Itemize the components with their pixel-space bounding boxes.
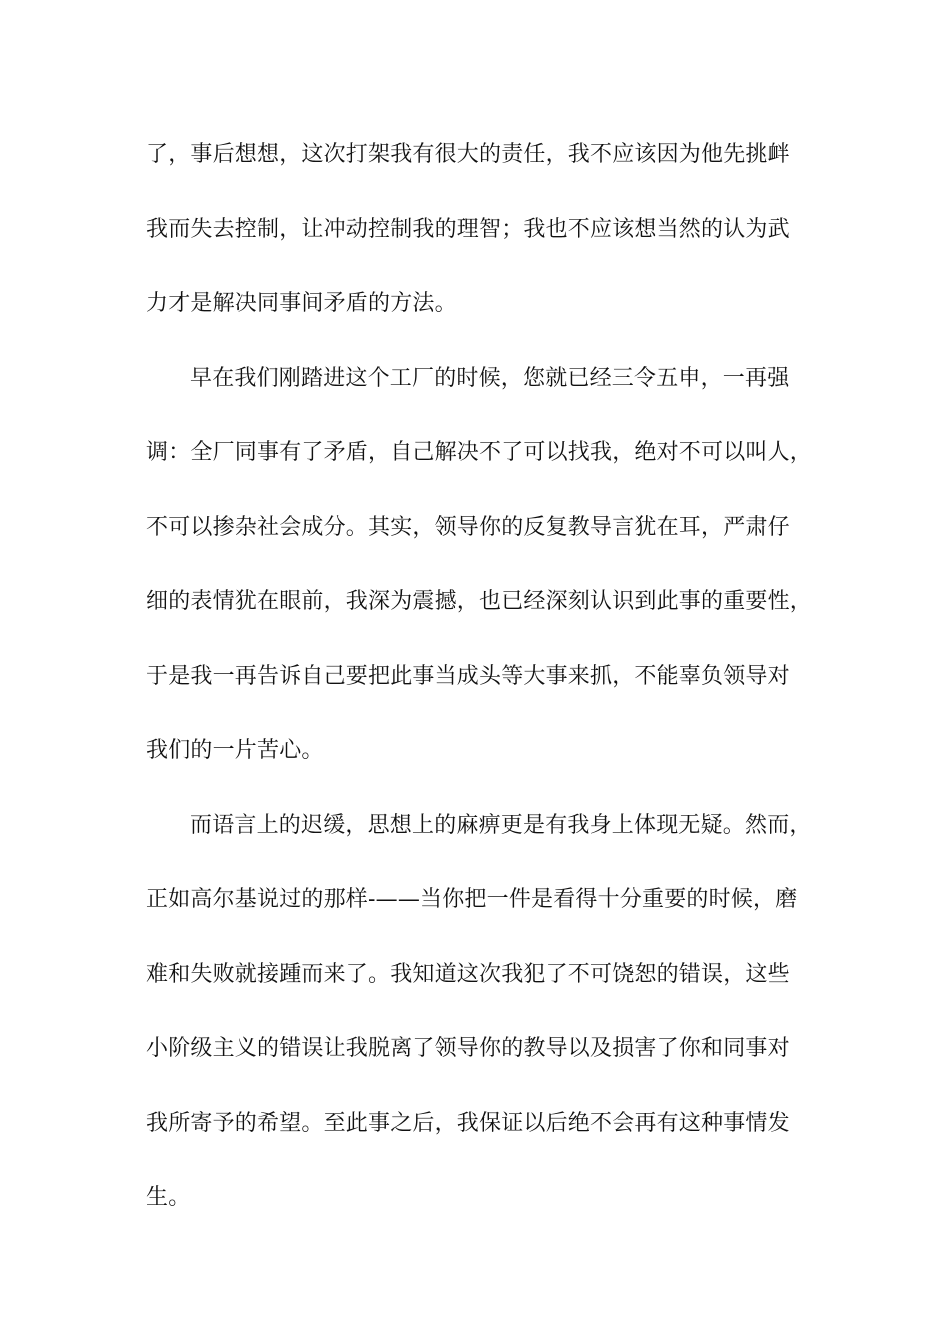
text-line: 调：全厂同事有了矛盾，自己解决不了可以找我，绝对不可以叫人， (146, 440, 813, 465)
body-text (146, 132, 816, 1250)
text-line: 小阶级主义的错误让我脱离了领导你的教导以及损害了你和同事对 (146, 1036, 790, 1061)
paragraph-first-line: 而语言上的迟缓，思想上的麻痹更是有我身上体现无疑。然而， (190, 812, 812, 838)
text-line: 我所寄予的希望。至此事之后，我保证以后绝不会再有这种事情发 (146, 1110, 790, 1136)
text-line: 于是我一再告诉自己要把此事当成头等大事来抓，不能辜负领导对 (146, 663, 790, 689)
text-line: 细的表情犹在眼前，我深为震撼，也已经深刻认识到此事的重要性， (146, 589, 813, 614)
text-line: 正如高尔基说过的那样-——当你把一件是看得十分重要的时候，磨 (146, 887, 798, 912)
text-line: 生。 (146, 1185, 191, 1210)
text-line: 力才是解决同事间矛盾的方法。 (146, 291, 457, 316)
text-line: 不可以掺杂社会成分。其实，领导你的反复教导言犹在耳，严肃仔 (146, 514, 790, 540)
text-line: 难和失败就接踵而来了。我知道这次我犯了不可饶恕的错误，这些 (146, 961, 790, 987)
text-line: 了，事后想想，这次打架我有很大的责任，我不应该因为他先挑衅 (146, 142, 790, 167)
text-line: 我而失去控制，让冲动控制我的理智；我也不应该想当然的认为武 (146, 216, 790, 242)
text-line: 我们的一片苦心。 (146, 738, 324, 763)
paragraph-first-line: 早在我们刚踏进这个工厂的时候，您就已经三令五申，一再强 (190, 365, 790, 391)
